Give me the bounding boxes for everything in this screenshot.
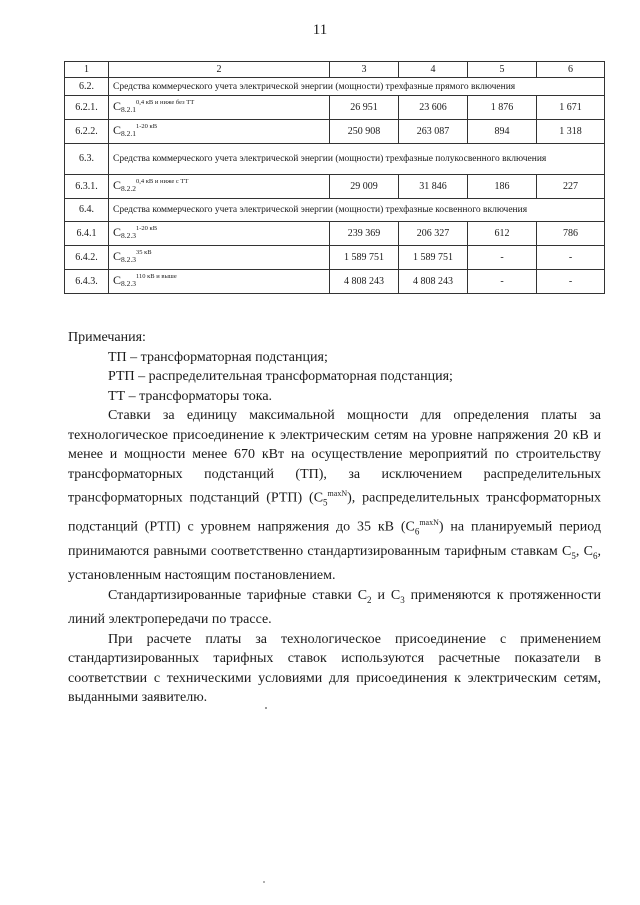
section-row	[65, 78, 605, 96]
row-number: 6.4.2.	[65, 246, 109, 270]
header-cell: 6	[537, 62, 605, 78]
rate-symbol: $С_{8.2.1}^{0,4 кВ и ниже без ТТ}$	[109, 96, 330, 120]
value-cell: 227	[537, 175, 605, 199]
value-cell: 23 606	[399, 96, 468, 120]
scan-speck	[263, 881, 265, 883]
value-cell: 1 876	[468, 96, 537, 120]
note-definition: ТТ – трансформаторы тока.	[108, 388, 273, 404]
table-row	[65, 120, 605, 144]
value-cell: -	[468, 246, 537, 270]
note-paragraph-rates: Ставки за единицу максимальной мощности для определения платы за технологическое присоединение к электрическим сетям на уровне напряжения 20 кВ и менее и мощности менее 670 кВт на осуществление мероприятий по строительству трансформаторных подстанций (ТП), за исключением распределительных трансформаторных подстанций (РТП) $(С_5^{maxN})$, распределительных трансформаторных подстанций (РТП) с уровнем напряжения до 35 кВ $(С_6^{maxN})$ на планируемый период принимаются равными соответственно стандартизированным тарифным ставкам $С_5$, $С_6$, установленным настоящим постановлением.	[68, 408, 602, 584]
value-cell: 1 589 751	[330, 246, 399, 270]
value-cell: 786	[537, 222, 605, 246]
value-cell: 4 808 243	[399, 270, 468, 294]
header-cell: 2	[109, 62, 330, 78]
note-definition: ТП – трансформаторная подстанция;	[108, 349, 328, 365]
value-cell: -	[468, 270, 537, 294]
header-cell: 5	[468, 62, 537, 78]
table-row	[65, 270, 605, 294]
tariff-table	[64, 61, 605, 294]
page-number: 11	[312, 22, 328, 38]
rate-symbol: $С_{8.2.3}^{110 кВ и выше}$	[109, 270, 330, 294]
header-cell: 1	[65, 62, 109, 78]
rate-symbol: $С_{8.2.3}^{35 кВ}$	[109, 246, 330, 270]
header-cell: 4	[399, 62, 468, 78]
notes-block	[68, 328, 601, 708]
table-row	[65, 175, 605, 199]
value-cell: 1 318	[537, 120, 605, 144]
section-title: Средства коммерческого учета электрической энергии (мощности) трехфазные косвенного включения	[109, 199, 605, 222]
section-title: Средства коммерческого учета электрической энергии (мощности) трехфазные прямого включения	[109, 78, 605, 96]
rate-symbol: $С_{8.2.1}^{1-20 кВ}$	[109, 120, 330, 144]
row-number: 6.3.1.	[65, 175, 109, 199]
row-number: 6.4.3.	[65, 270, 109, 294]
note-paragraph-lines: Стандартизированные тарифные ставки $С_2$ и $С_3$ применяются к протяженности линий электропередачи по трассе.	[68, 587, 601, 627]
notes-heading: Примечания:	[68, 330, 146, 345]
header-cell: 3	[330, 62, 399, 78]
scan-speck	[265, 707, 267, 709]
note-paragraph-calculation: При расчете платы за технологическое присоединение с применением стандартизированных тарифных ставок используются расчетные показатели в соответствии с техническими условиями для присоединения к электрическим сетям, выданными заявителю.	[68, 631, 601, 705]
section-title: Средства коммерческого учета электрической энергии (мощности) трехфазные полукосвенного включения	[109, 144, 605, 175]
rate-symbol: $С_{8.2.2}^{0,4 кВ и ниже с ТТ}$	[109, 175, 330, 199]
section-row	[65, 199, 605, 222]
value-cell: 250 908	[330, 120, 399, 144]
value-cell: 4 808 243	[330, 270, 399, 294]
row-number: 6.2.1.	[65, 96, 109, 120]
value-cell: 894	[468, 120, 537, 144]
table-row	[65, 96, 605, 120]
table-row	[65, 246, 605, 270]
table-header-row	[65, 62, 605, 78]
value-cell: 1 671	[537, 96, 605, 120]
value-cell: 263 087	[399, 120, 468, 144]
section-number: 6.2.	[65, 78, 109, 96]
value-cell: 26 951	[330, 96, 399, 120]
section-number: 6.3.	[65, 144, 109, 175]
rate-symbol: $С_{8.2.3}^{1-20 кВ}$	[109, 222, 330, 246]
value-cell: 1 589 751	[399, 246, 468, 270]
row-number: 6.2.2.	[65, 120, 109, 144]
value-cell: 239 369	[330, 222, 399, 246]
value-cell: 31 846	[399, 175, 468, 199]
table-row	[65, 222, 605, 246]
section-row	[65, 144, 605, 175]
section-number: 6.4.	[65, 199, 109, 222]
value-cell: 612	[468, 222, 537, 246]
value-cell: -	[537, 270, 605, 294]
note-definition: РТП – распределительная трансформаторная подстанция;	[108, 369, 453, 384]
value-cell: 206 327	[399, 222, 468, 246]
value-cell: 186	[468, 175, 537, 199]
value-cell: 29 009	[330, 175, 399, 199]
value-cell: -	[537, 246, 605, 270]
row-number: 6.4.1	[65, 222, 109, 246]
